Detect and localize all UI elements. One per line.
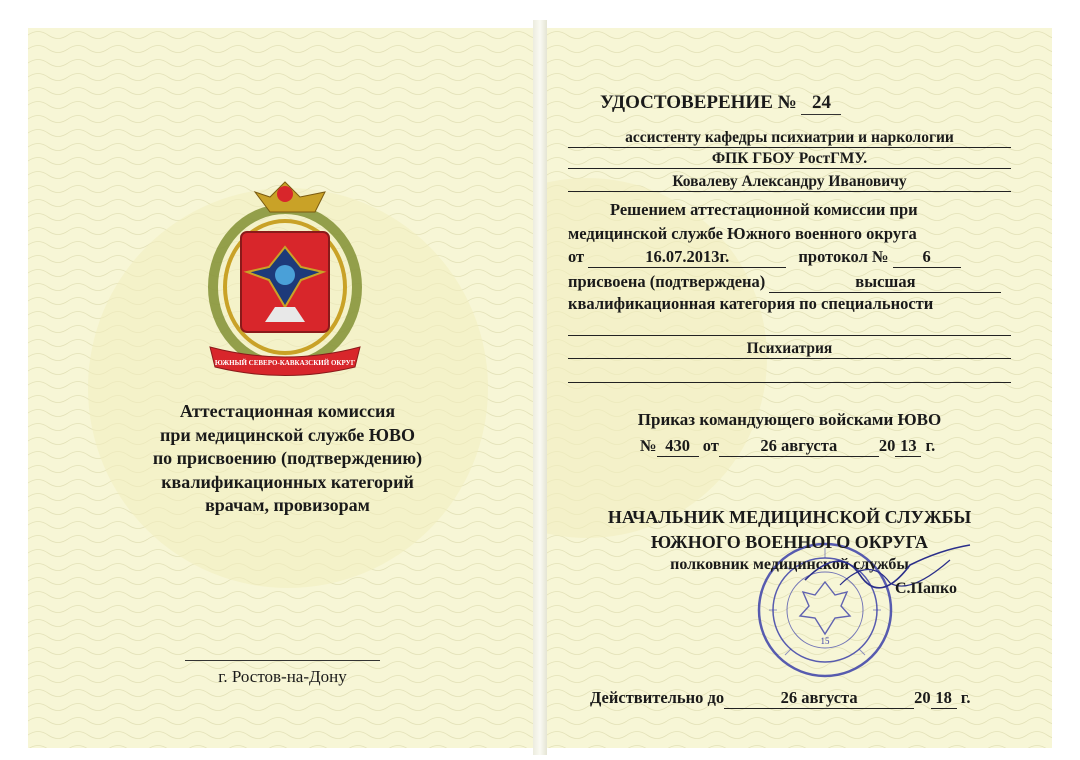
- chief-title-line: НАЧАЛЬНИК МЕДИЦИНСКОЙ СЛУЖБЫ: [607, 507, 972, 527]
- category-label: квалификационная категория по специальности: [568, 294, 934, 313]
- valid-year: 18: [931, 688, 957, 709]
- blank-line: [568, 317, 1011, 336]
- book-spine: [533, 20, 547, 755]
- from-label: от: [568, 247, 585, 266]
- stamp-number: 15: [820, 636, 830, 646]
- certificate-number: 24: [801, 92, 841, 115]
- valid-label: Действительно до: [590, 688, 725, 707]
- city: г. Ростов-на-Дону: [218, 667, 347, 686]
- chief-title-line: ЮЖНОГО ВОЕННОГО ОКРУГА: [650, 532, 929, 552]
- commission-title-line: квалификационных категорий: [161, 471, 414, 492]
- decision-date: 16.07.2013г.: [588, 247, 786, 268]
- protocol-number: 6: [893, 247, 961, 268]
- order-number: 430: [657, 436, 699, 457]
- valid-year-prefix: 20: [914, 688, 931, 707]
- category-value: высшая: [769, 272, 1001, 293]
- recipient-name: Ковалеву Александру Ивановичу: [568, 173, 1011, 192]
- order-year: 13: [895, 436, 921, 457]
- guilloche-pattern-left: [28, 28, 533, 748]
- valid-until-row: [590, 688, 971, 709]
- emblem-ribbon-text: ЮЖНЫЙ СЕВЕРО-КАВКАЗСКИЙ ОКРУГ: [214, 359, 356, 367]
- assigned-label: присвоена (подтверждена): [568, 272, 766, 291]
- decision-line-2: медицинской службе Южного военного округа: [568, 224, 917, 243]
- commission-title-line: Аттестационная комиссия: [179, 401, 396, 421]
- left-page: [28, 28, 533, 748]
- year-unit: г.: [960, 688, 971, 707]
- order-no-label: №: [640, 436, 657, 455]
- recipient-position: ассистенту кафедры психиатрии и наркологии: [568, 129, 1011, 148]
- certificate-heading-label: УДОСТОВЕРЕНИЕ №: [600, 92, 797, 113]
- chief-rank: полковник медицинской службы: [670, 556, 909, 573]
- recipient-organization: ФПК ГБОУ РостГМУ.: [568, 150, 1011, 169]
- year-unit: г.: [925, 436, 936, 455]
- decision-line-1: Решением аттестационной комиссии при: [610, 200, 918, 219]
- order-date: 26 августа: [719, 436, 879, 457]
- specialty: Психиатрия: [568, 340, 1011, 359]
- valid-date: 26 августа: [724, 688, 914, 709]
- commission-title-line: по присвоению (подтверждению): [152, 448, 423, 468]
- decision-date-row: [568, 247, 961, 268]
- commission-title-line: при медицинской службе ЮВО: [159, 424, 416, 445]
- military-district-emblem: [205, 172, 365, 382]
- protocol-label: протокол №: [798, 247, 889, 266]
- commission-title: [90, 400, 485, 518]
- commission-title-line: врачам, провизорам: [205, 495, 370, 515]
- assigned-row: [568, 272, 1001, 293]
- signature-line-left: [185, 660, 380, 661]
- order-title: Приказ командующего войсками ЮВО: [637, 410, 942, 429]
- certificate-heading: [600, 92, 841, 115]
- blank-line: [568, 364, 1011, 383]
- signer-name: С.Папко: [895, 580, 958, 597]
- order-from-label: от: [702, 436, 719, 455]
- order-row: [640, 436, 935, 457]
- order-year-prefix: 20: [878, 436, 896, 455]
